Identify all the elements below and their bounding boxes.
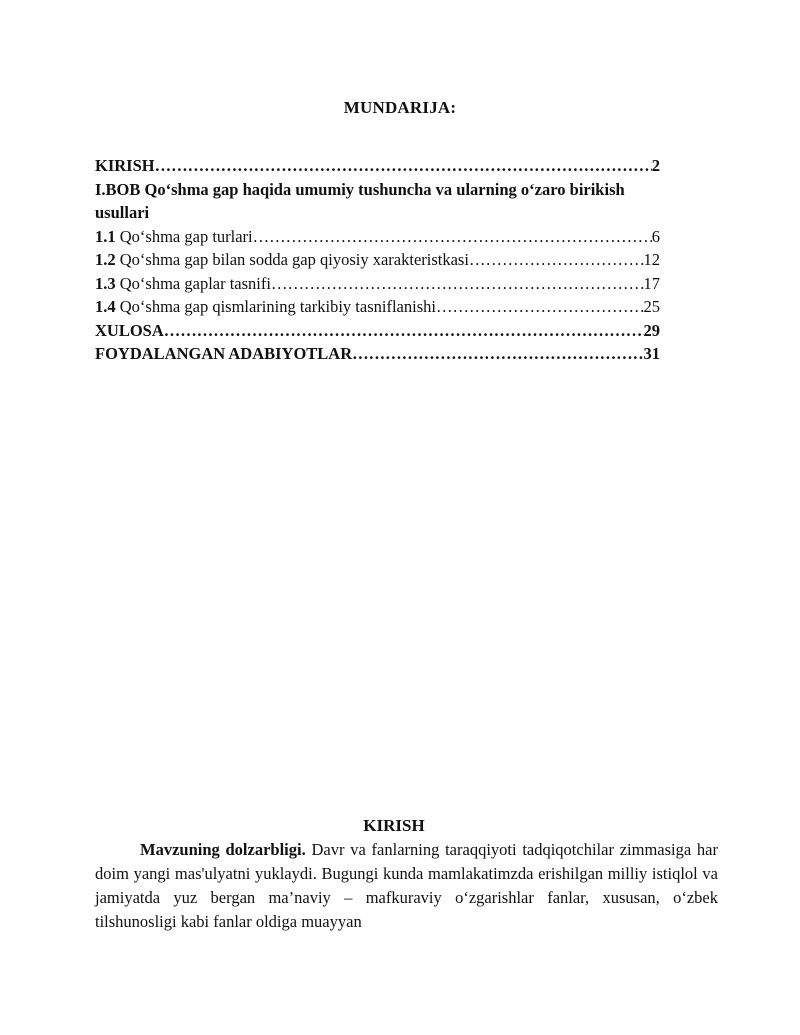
toc-entry-label: XULOSA	[95, 320, 164, 340]
toc-entry-label	[95, 295, 436, 319]
toc-entry-xulosa[interactable]	[95, 319, 660, 343]
toc-title: MUNDARIJA:	[343, 98, 457, 117]
toc-entry-page: 17	[643, 273, 660, 293]
toc-entry-page: 2	[651, 156, 660, 175]
toc-entry-text: Qo‘shma gaplar tasnifi	[115, 273, 271, 293]
toc-entry-page: 29	[643, 320, 660, 340]
toc-entry-adabiyotlar[interactable]	[95, 342, 660, 366]
toc-chapter-heading[interactable]: I.BOB Qo‘shma gap haqida umumiy tushuncha va ularning o‘zaro birikish usullari	[95, 179, 625, 222]
toc-entry-text: Qo‘shma gap turlari	[115, 226, 253, 246]
toc-entry-number: 1.2	[95, 250, 116, 269]
toc-entry-label	[95, 225, 253, 249]
intro-paragraph	[95, 838, 718, 934]
toc-entry-page: 12	[643, 250, 660, 269]
section-title-kirish: KIRISH	[363, 816, 425, 835]
toc-leader-dots	[469, 248, 644, 272]
toc-entry-page: 25	[643, 297, 660, 316]
toc-entry-kirish[interactable]	[95, 154, 660, 178]
toc-entry-1-2[interactable]	[95, 248, 660, 272]
intro-lead-in: Mavzuning dolzarbligi.	[140, 840, 306, 859]
toc-entry-page: 31	[643, 344, 660, 363]
toc-entry-1-1[interactable]	[95, 225, 660, 249]
toc-leader-dots	[436, 295, 644, 319]
toc-entry-number: 1.3	[95, 273, 116, 293]
toc-leader-dots	[164, 319, 644, 343]
toc-entry-page: 6	[651, 226, 660, 246]
toc-entry-text: Qo‘shma gap bilan sodda gap qiyosiy xarakteristkasi	[115, 250, 469, 269]
toc-leader-dots	[253, 225, 652, 249]
toc-entry-number: 1.1	[95, 226, 116, 246]
toc-entry-1-4[interactable]	[95, 295, 660, 319]
toc-entry-label	[95, 248, 469, 272]
table-of-contents	[95, 154, 660, 366]
toc-leader-dots	[155, 154, 652, 178]
toc-entry-label	[95, 272, 271, 296]
toc-entry-label: KIRISH	[95, 156, 155, 175]
toc-entry-number: 1.4	[95, 297, 116, 316]
toc-leader-dots	[352, 342, 643, 366]
toc-entry-1-3[interactable]	[95, 272, 660, 296]
intro-text: Davr va fanlarning taraqqiyoti tadqiqotchilar zimmasiga har doim yangi mas'ulyatni yuklaydi. Bugungi kunda mamlakatimzda erishilgan milliy istiqlol va jamiyatda yuz bergan ma’naviy – mafkuraviy o‘zgarishlar fanlar, xususan, o‘zbek tilshunosligi kabi fanlar oldiga muayyan	[95, 840, 718, 931]
toc-entry-text: Qo‘shma gap qismlarining tarkibiy tasniflanishi	[115, 297, 436, 316]
toc-leader-dots	[271, 272, 644, 296]
toc-entry-label: FOYDALANGAN ADABIYOTLAR	[95, 344, 353, 363]
